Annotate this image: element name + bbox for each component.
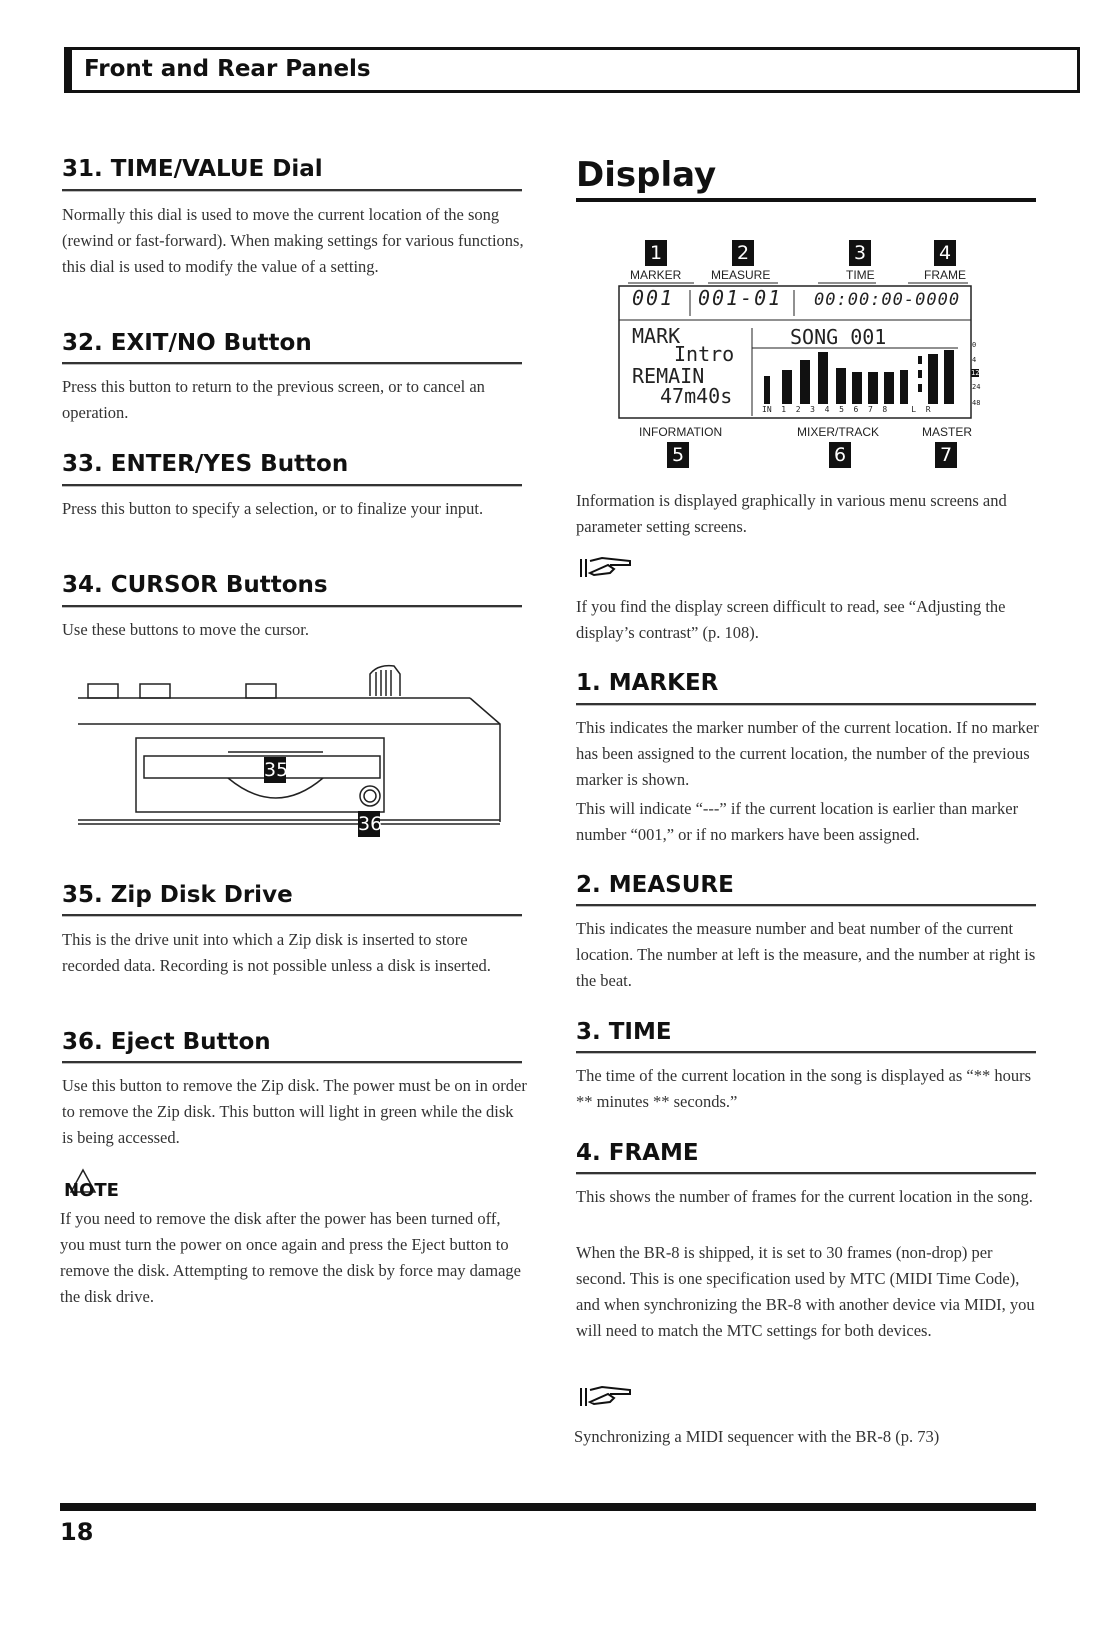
callout-1: 1 [645, 240, 667, 266]
reference-hand-icon [578, 553, 636, 581]
heading-31: 31. TIME/VALUE Dial [62, 156, 323, 182]
rule [576, 1051, 1036, 1054]
callout-36: 36 [358, 813, 383, 835]
lcd-time: 00:00:00-0000 [814, 290, 961, 310]
rule [62, 484, 522, 487]
section-title: Front and Rear Panels [84, 56, 371, 82]
reference-contrast: If you find the display screen difficult to read, see “Adjusting the display’s contrast” (p. 108). [576, 597, 1006, 642]
rule [576, 904, 1036, 907]
lcd-remain: REMAIN [632, 364, 705, 388]
rule [576, 703, 1036, 706]
label-measure: MEASURE [711, 268, 771, 282]
zip-drive-figure [78, 660, 518, 845]
heading-35: 35. Zip Disk Drive [62, 882, 293, 908]
lcd-remain-time: 47m40s [660, 384, 733, 408]
meter-4: 4 [972, 356, 977, 364]
text-marker-1: This indicates the marker number of the current location. If no marker has been assigned to the current location, the number of the previous marker is shown. [576, 718, 1039, 789]
callout-6: 6 [829, 442, 851, 468]
note-label: NOTE [64, 1180, 119, 1201]
rule [62, 189, 522, 192]
footer-rule [60, 1503, 1036, 1511]
text-35: This is the drive unit into which a Zip disk is inserted to store recorded data. Recording is not possible unless a disk is inserted. [62, 930, 491, 975]
section-header [64, 47, 1080, 93]
display-title: Display [576, 155, 717, 195]
text-32: Press this button to return to the previous screen, or to cancel an operation. [62, 377, 485, 422]
callout-3: 3 [849, 240, 871, 266]
callout-4: 4 [934, 240, 956, 266]
heading-measure: 2. MEASURE [576, 872, 734, 898]
rule [576, 1172, 1036, 1175]
text-time: The time of the current location in the song is displayed as “** hours ** minutes ** seconds.” [576, 1066, 1032, 1111]
callout-35: 35 [264, 759, 289, 781]
callout-7: 7 [935, 442, 957, 468]
display-intro: Information is displayed graphically in various menu screens and parameter setting screens. [576, 491, 1007, 536]
text-33: Press this button to specify a selection, or to finalize your input. [62, 499, 484, 518]
text-frame-2: When the BR-8 is shipped, it is set to 30 frames (non-drop) per second. This is one specification used by MTC (MIDI Time Code), and when synchronizing the BR-8 with another device via MIDI, you will need to match the MTC settings for both devices. [576, 1243, 1035, 1340]
rule [62, 605, 522, 608]
title-rule [576, 198, 1036, 202]
meter-12: 12 [971, 369, 980, 377]
rule [62, 362, 522, 365]
heading-marker: 1. MARKER [576, 670, 719, 696]
heading-time: 3. TIME [576, 1019, 672, 1045]
label-frame: FRAME [924, 268, 966, 282]
label-information: INFORMATION [639, 425, 723, 439]
lcd-measure: 001-01 [698, 286, 783, 310]
heading-frame: 4. FRAME [576, 1140, 699, 1166]
text-frame-1: This shows the number of frames for the current location in the song. [576, 1187, 1033, 1206]
label-marker: MARKER [630, 268, 682, 282]
label-master: MASTER [922, 425, 973, 439]
lcd-marker: 001 [632, 286, 675, 310]
rule [62, 914, 522, 917]
text-34: Use these buttons to move the cursor. [62, 620, 310, 639]
heading-32: 32. EXIT/NO Button [62, 330, 312, 356]
callout-2: 2 [732, 240, 754, 266]
meter-48: 48 [972, 399, 981, 407]
text-31: Normally this dial is used to move the current location of the song (rewind or fast-forward). When making settings for various functions, this dial is used to modify the value of a setting. [62, 205, 524, 276]
heading-36: 36. Eject Button [62, 1029, 271, 1055]
lcd-channels: IN 1 2 3 4 5 6 7 8 L R [762, 405, 931, 414]
lcd-song: SONG 001 [790, 325, 887, 349]
text-36: Use this button to remove the Zip disk. The power must be on in order to remove the Zip disk. This button will light in green while the disk is being accessed. [62, 1076, 527, 1147]
lcd-intro: Intro [674, 342, 735, 366]
label-time: TIME [846, 268, 875, 282]
label-mixer-track: MIXER/TRACK [797, 425, 880, 439]
callout-5: 5 [667, 442, 689, 468]
lcd-mark: MARK [632, 324, 681, 348]
reference-hand-icon [578, 1382, 636, 1410]
heading-33: 33. ENTER/YES Button [62, 451, 349, 477]
text-measure: This indicates the measure number and beat number of the current location. The number at left is the measure, and the number at right is the beat. [576, 919, 1036, 990]
meter-0: 0 [972, 341, 977, 349]
meter-24: 24 [972, 383, 981, 391]
heading-34: 34. CURSOR Buttons [62, 572, 328, 598]
rule [62, 1061, 522, 1064]
reference-sync: Synchronizing a MIDI sequencer with the BR-8 (p. 73) [574, 1427, 940, 1446]
page-number: 18 [60, 1518, 94, 1546]
note-text: If you need to remove the disk after the power has been turned off, you must turn the power on once again and press the Eject button to remove the disk. Attempting to remove the disk by force may damage the disk drive. [60, 1209, 521, 1306]
text-marker-2: This will indicate “---” if the current location is earlier than marker number “001,” or if no markers have been assigned. [576, 799, 1019, 844]
